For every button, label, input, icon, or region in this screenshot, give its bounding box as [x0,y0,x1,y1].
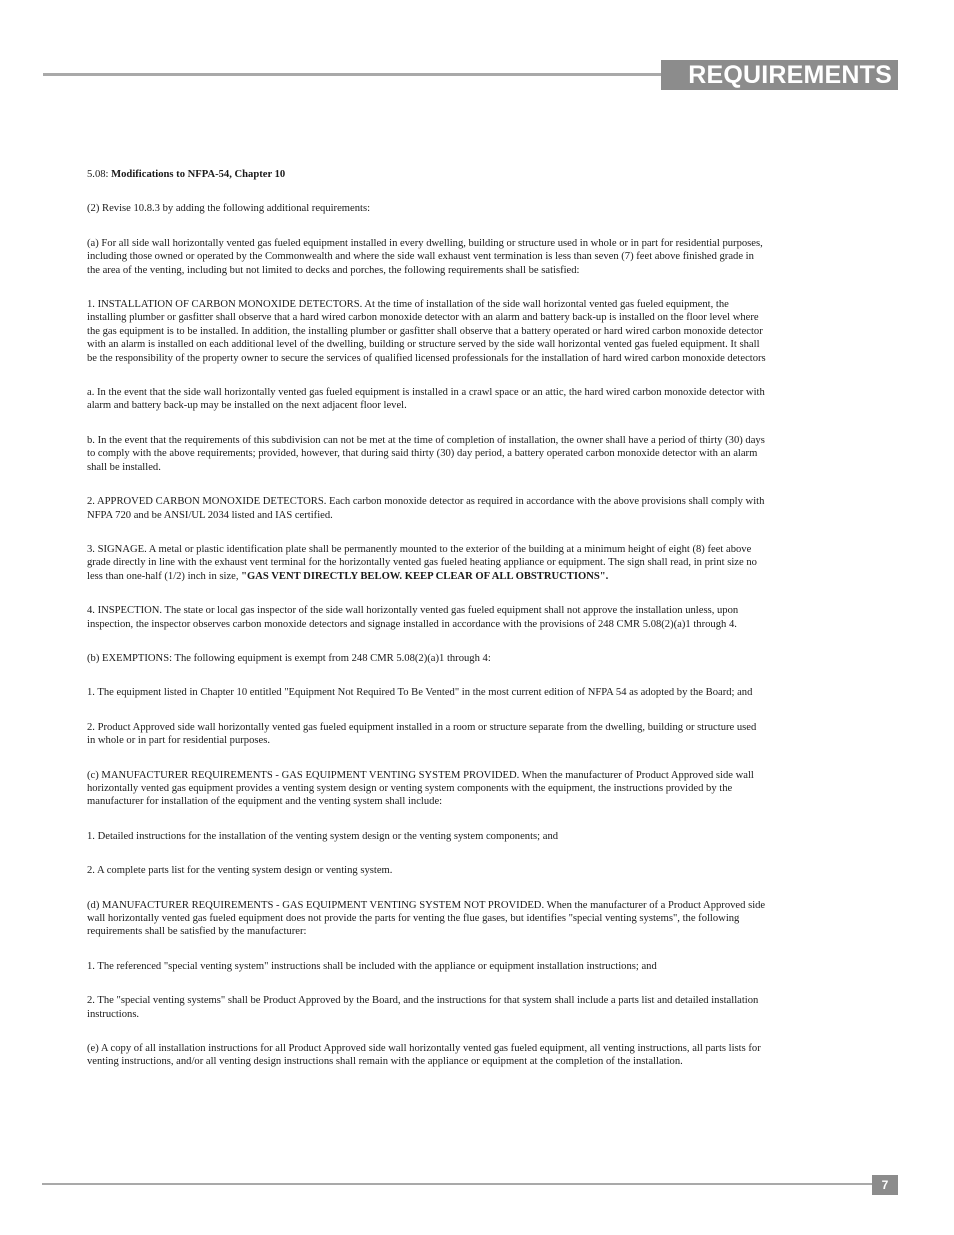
signage-text: 3. SIGNAGE. A metal or plastic identification plate shall be permanently mounted to the exterior of the building at a minimum height of eight (8) feet above grade directly in line with the exhaust vent terminal for the horizontally vented gas fueled heating appliance or equipment. The sign shall read, in print size no less than one-half (1/2) inch in size, [87,543,757,582]
paragraph-signage [87,543,767,583]
paragraph-installation-co-detectors: 1. INSTALLATION OF CARBON MONOXIDE DETECTORS. At the time of installation of the side wall horizontal vented gas fueled equipment, the installing plumber or gasfitter shall observe that a hard wired carbon monoxide detector with an alarm and battery back-up is installed on the floor level where the gas equipment is to be installed. In addition, the installing plumber or gasfitter shall observe that a battery operated or hard wired carbon monoxide detector with an alarm is installed on each additional level of the dwelling, building or structure served by the side wall horizontal vented gas fueled equipment. It shall be the responsibility of the property owner to secure the services of qualified licensed professionals for the installation of hard wired carbon monoxide detectors [87,299,766,364]
paragraph-approved-co-detectors: 2. APPROVED CARBON MONOXIDE DETECTORS. Each carbon monoxide detector as required in accordance with the above provisions shall comply with NFPA 720 and be ANSI/UL 2034 listed and IAS certified. [87,496,765,521]
paragraph-d-1: 1. The referenced "special venting system" instructions shall be included with the appliance or equipment installation instructions; and [87,960,657,972]
paragraph-revise: (2) Revise 10.8.3 by adding the following additional requirements: [87,203,371,215]
footer-rule [42,1183,874,1185]
page-number: 7 [872,1175,898,1195]
paragraph-c-1: 1. Detailed instructions for the installation of the venting system design or the venting system components; and [87,830,559,842]
paragraph-e: (e) A copy of all installation instructions for all Product Approved side wall horizontally vented gas fueled equipment, all venting instructions, all parts lists for venting instructions, and/or all venting design instructions shall remain with the appliance or equipment at the completion of the installation. [87,1043,761,1068]
section-title: REQUIREMENTS [661,60,898,90]
header-rule [43,73,663,76]
paragraph-a: (a) For all side wall horizontally vented gas fueled equipment installed in every dwelling, building or structure used in whole or in part for residential purposes, including those owned or operated by the Commonwealth and where the side wall exhaust vent termination is less than seven (7) feet above finished grade in the area of the venting, including but not limited to decks and porches, the following requirements shall be satisfied: [87,237,763,276]
heading-title: Modifications to NFPA-54, Chapter 10 [111,169,286,180]
signage-sign-text: "GAS VENT DIRECTLY BELOW. KEEP CLEAR OF ALL OBSTRUCTIONS". [241,570,609,582]
paragraph-c-2: 2. A complete parts list for the venting system design or venting system. [87,865,393,877]
paragraph-exemption-2: 2. Product Approved side wall horizontally vented gas fueled equipment installed in a room or structure separate from the dwelling, building or structure used in whole or in part for residential purposes. [87,721,757,747]
paragraph-exemptions: (b) EXEMPTIONS: The following equipment is exempt from 248 CMR 5.08(2)(a)1 through 4: [87,652,491,664]
section-heading [87,168,767,181]
document-body [87,168,767,1090]
paragraph-d: (d) MANUFACTURER REQUIREMENTS - GAS EQUIPMENT VENTING SYSTEM NOT PROVIDED. When the manufacturer of a Product Approved side wall horizontally vented gas fueled equipment does not provide the parts for venting the flue gases, but identifies "special venting systems", the following requirements shall be satisfied by the manufacturer: [87,899,766,938]
paragraph-sub-b: b. In the event that the requirements of this subdivision can not be met at the time of completion of installation, the owner shall have a period of thirty (30) days to comply with the above requirements; provided, however, that during said thirty (30) day period, a battery operated carbon monoxide detector with an alarm shall be installed. [87,434,765,473]
heading-number: 5.08: [87,169,112,180]
paragraph-sub-a: a. In the event that the side wall horizontally vented gas fueled equipment is installed in a crawl space or an attic, the hard wired carbon monoxide detector with alarm and battery back-up may be installed on the next adjacent floor level. [87,387,765,412]
paragraph-exemption-1: 1. The equipment listed in Chapter 10 entitled "Equipment Not Required To Be Vented" in the most current edition of NFPA 54 as adopted by the Board; and [87,687,753,699]
paragraph-c: (c) MANUFACTURER REQUIREMENTS - GAS EQUIPMENT VENTING SYSTEM PROVIDED. When the manufacturer of Product Approved side wall horizontally vented gas equipment provides a venting system design or venting system components with the equipment, the instructions provided by the manufacturer for installation of the equipment and the venting system shall include: [87,769,754,808]
paragraph-d-2: 2. The "special venting systems" shall be Product Approved by the Board, and the instructions for that system shall include a parts list and detailed installation instructions. [87,995,759,1020]
paragraph-inspection: 4. INSPECTION. The state or local gas inspector of the side wall horizontally vented gas fueled equipment shall not approve the installation unless, upon inspection, the inspector observes carbon monoxide detectors and signage installed in accordance with the provisions of 248 CMR 5.08(2)(a)1 through 4. [87,605,739,630]
